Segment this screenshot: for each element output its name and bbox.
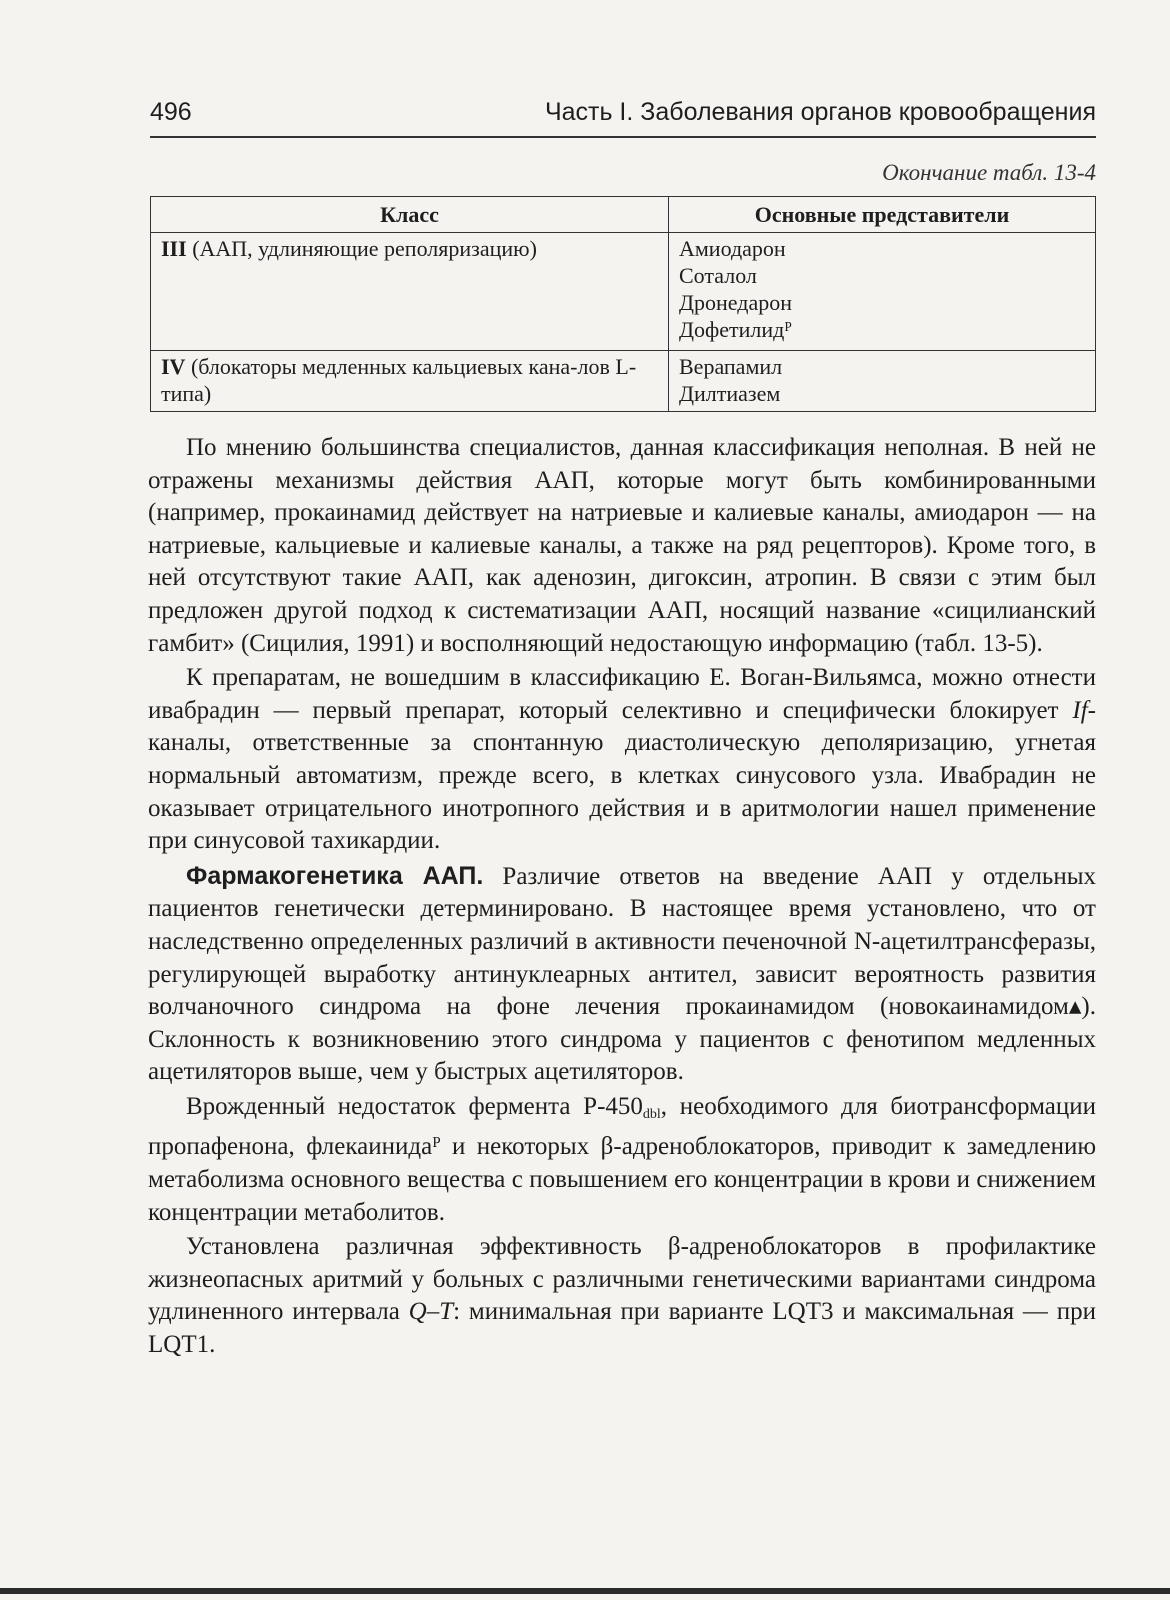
drug-name: Дронедарон: [679, 290, 792, 315]
drug-name: Верапамил: [679, 354, 783, 379]
column-header-representatives: Основные представители: [669, 197, 1096, 233]
table-row: [151, 351, 1096, 412]
paragraph-text: , необходимого для биотрансформации пропафенона, флекаинидаᴾ и некоторых β-адреноблокаторов, приводит к замедлению метаболизма основного вещества с повышением его концентрации в крови и снижением концентрации метаболитов.: [148, 1092, 1096, 1226]
paragraph-text: Установлена различная эффективность β-адреноблокаторов в профилактике жизнеопасных аритмий у больных с различными генетическими вариантами синдрома удлиненного интервала: [148, 1233, 1096, 1326]
page-header: [150, 92, 1096, 138]
column-header-class: Класс: [151, 197, 669, 233]
class-cell: [151, 233, 669, 351]
representatives-cell: [669, 233, 1096, 351]
class-cell: [151, 351, 669, 412]
paragraph: [148, 662, 1096, 858]
class-number: IV: [161, 354, 186, 379]
paragraph-text: Различие ответов на введение ААП у отдельных пациентов генетически детерминировано. В настоящее время установлено, что от наследственно определенных различий в активности печеночной N-ацетилтрансферазы, регулирующей выработку антинуклеарных антител, зависит вероятность развития волчаночного синдрома на фоне лечения прокаинамидом (новокаинамидом▴). Склонность к возникновению этого синдрома у пациентов с фенотипом медленных ацетиляторов выше, чем у быстрых ацетиляторов.: [148, 862, 1096, 1086]
page-number: 496: [150, 98, 192, 126]
interval-symbol: Q–T: [408, 1298, 454, 1326]
body-text: [148, 432, 1096, 1362]
running-title: Часть I. Заболевания органов кровообращения: [544, 98, 1096, 126]
representatives-cell: [669, 351, 1096, 412]
scan-edge: [0, 1588, 1170, 1594]
drug-name: Дилтиазем: [679, 381, 781, 406]
paragraph: [148, 1091, 1096, 1229]
drug-class-table: [150, 196, 1096, 412]
table-caption: Окончание табл. 13-4: [882, 160, 1096, 185]
paragraph-text: К препаратам, не вошедшим в классификацию Е. Воган-Вильямса, можно отнести ивабрадин — первый препарат, который селективно и специфически блокирует: [148, 664, 1096, 724]
drug-name: Соталол: [679, 263, 757, 288]
table-row: [151, 233, 1096, 351]
section-heading: Фармакогенетика ААП.: [186, 861, 484, 890]
paragraph: По мнению большинства специалистов, данная классификация неполная. В ней не отражены механизмы действия ААП, которые могут быть комбинированными (например, прокаинамид действует на натриевые и калиевые каналы, амиодарон — на натриевые, кальциевые и калиевые каналы, а также на ряд рецепторов). Кроме того, в ней отсутствуют такие ААП, как аденозин, дигоксин, атропин. В связи с этим был предложен другой подход к систематизации ААП, носящий название «сицилианский гамбит» (Сицилия, 1991) и восполняющий недостающую информацию (табл. 13-5).: [148, 434, 1096, 657]
drug-name: Дофетилидᴾ: [679, 317, 792, 342]
subscript: dbl: [642, 1106, 661, 1122]
class-number: III: [161, 236, 187, 261]
drug-name: Амиодарон: [679, 236, 786, 261]
paragraph-text: : минимальная при варианте LQT3 и максимальная — при LQT1.: [148, 1298, 1096, 1359]
paragraph: [148, 860, 1096, 1089]
channel-symbol: If: [1072, 696, 1088, 724]
table-header-row: [151, 197, 1096, 233]
paragraph-text: -каналы, ответственные за спонтанную диастолическую деполяризацию, угнетая нормальный автоматизм, прежде всего, в клетках синусового узла. Ивабрадин не оказывает отрицательного инотропного действия и в аритмологии нашел применение при синусовой тахикардии.: [148, 696, 1096, 855]
class-description: (блокаторы медленных кальциевых кана-лов L-типа): [161, 354, 637, 406]
paragraph: [148, 1231, 1096, 1361]
paragraph-text: Врожденный недостаток фермента P-450: [186, 1092, 643, 1120]
class-description: (ААП, удлиняющие реполяризацию): [186, 236, 537, 261]
